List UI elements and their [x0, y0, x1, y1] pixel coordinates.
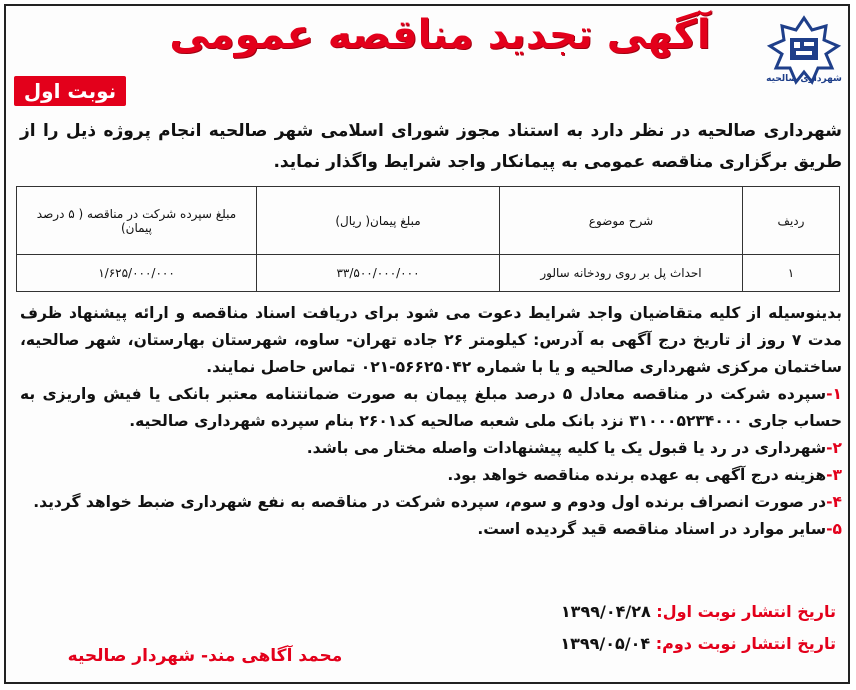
clause-number: ۱- — [826, 385, 843, 403]
date-second-round — [416, 628, 836, 660]
clause-5 — [20, 516, 842, 543]
intro-paragraph: شهرداری صالحیه در نظر دارد به استناد مجوز شورای اسلامی شهر صالحیه انجام پروژه ذیل را از طریق برگزاری مناقصه عمومی به پیمانکار واجد شرایط واگذار نماید. — [20, 121, 842, 172]
notice-body — [20, 300, 842, 543]
clause-number: ۴- — [826, 493, 842, 511]
date-first-round — [416, 596, 836, 628]
clause-2 — [20, 435, 842, 462]
notice-title: آگهی تجدید مناقصه عمومی — [169, 12, 711, 58]
clause-4 — [20, 489, 842, 516]
clause-text: در صورت انصراف برنده اول ودوم و سوم، سپرده شرکت در مناقصه به نفع شهرداری ضبط خواهد گردید. — [33, 493, 827, 511]
clause-number: ۳- — [826, 466, 842, 484]
cell-row-number: ۱ — [743, 255, 840, 292]
table-header-row — [17, 187, 840, 255]
cell-subject: احداث پل بر روی رودخانه سالور — [500, 255, 743, 292]
header-row-number: ردیف — [743, 187, 840, 255]
publication-dates — [416, 596, 836, 660]
date-value: ۱۳۹۹/۰۴/۲۸ — [560, 602, 651, 621]
date-label: تاریخ انتشار نوبت اول: — [656, 602, 836, 621]
logo-caption: شهرداری صالحیه — [766, 74, 842, 84]
invitation-paragraph: بدینوسیله از کلیه متقاضیان واجد شرایط دعوت می شود برای دریافت اسناد مناقصه و ارائه پیشنهاد ظرف مدت ۷ روز از تاریخ درج آگهی به آدرس: کیلومتر ۲۶ جاده تهران- ساوه، شهرستان بهارستان، شهر صالحیه، ساختمان مرکزی شهرداری صالحیه و یا با شماره ۵۶۶۲۵۰۴۲-۰۲۱ تماس حاصل نمایند. — [20, 304, 842, 376]
date-value: ۱۳۹۹/۰۵/۰۴ — [560, 634, 651, 653]
clause-text: شهرداری در رد یا قبول یک یا کلیه پیشنهادات واصله مختار می باشد. — [306, 439, 827, 457]
round-badge: نوبت اول — [14, 76, 126, 106]
clause-text: سایر موارد در اسناد مناقصه قید گردیده است. — [477, 520, 827, 538]
clause-text: هزینه درج آگهی به عهده برنده مناقصه خواهد بود. — [447, 466, 827, 484]
header-subject: شرح موضوع — [500, 187, 743, 255]
clause-number: ۵- — [826, 520, 842, 538]
mayor-signature: محمد آگاهی مند- شهردار صالحیه — [67, 646, 343, 666]
tender-table — [16, 186, 840, 292]
header-contract-amount: مبلغ پیمان( ریال) — [257, 187, 500, 255]
cell-deposit-amount: ۱/۶۲۵/۰۰۰/۰۰۰ — [17, 255, 257, 292]
date-label: تاریخ انتشار نوبت دوم: — [655, 634, 836, 653]
table-row — [17, 255, 840, 292]
clause-1 — [20, 381, 842, 435]
clause-number: ۲- — [826, 439, 842, 457]
cell-contract-amount: ۳۳/۵۰۰/۰۰۰/۰۰۰ — [257, 255, 500, 292]
clause-3 — [20, 462, 842, 489]
header-deposit-amount: مبلغ سپرده شرکت در مناقصه ( ۵ درصد پیمان) — [17, 187, 257, 255]
clause-text: سپرده شرکت در مناقصه معادل ۵ درصد مبلغ پیمان به صورت ضمانتنامه معتبر بانکی یا فیش واریزی به حساب جاری ۳۱۰۰۰۵۲۳۴۰۰۰ نزد بانک ملی شعبه صالحیه کد۲۶۰۱ بنام سپرده شهرداری صالحیه. — [20, 385, 842, 430]
